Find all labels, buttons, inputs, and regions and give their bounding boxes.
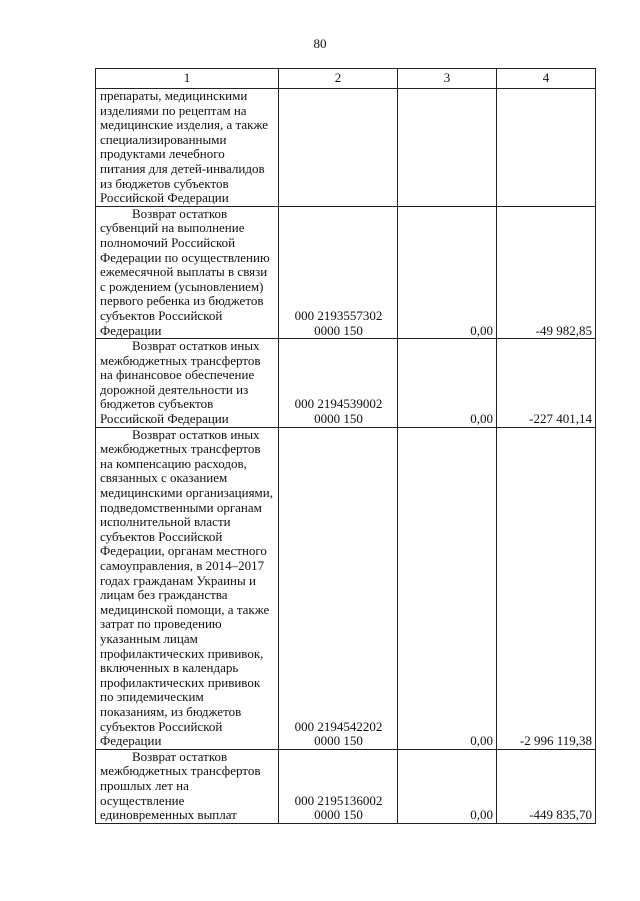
description-line: Возврат остатков иных	[132, 426, 260, 442]
row-col4-value: -2 996 119,38	[497, 427, 596, 749]
description-line: Федерации по осуществлению	[100, 249, 270, 265]
description-line: ежемесячной выплаты в связи	[100, 264, 268, 280]
row-description	[96, 749, 279, 823]
description-line: межбюджетных трансфертов	[100, 763, 261, 779]
description-line: из бюджетов субъектов	[100, 175, 229, 191]
row-col4-value: -449 835,70	[497, 749, 596, 823]
description-line: бюджетов субъектов	[100, 396, 214, 412]
description-line: на компенсацию расходов,	[100, 455, 247, 471]
description-line: межбюджетных трансфертов	[100, 352, 261, 368]
description-line: медицинскими организациями,	[100, 485, 273, 501]
budget-code-line: 000 2194539002	[294, 396, 383, 412]
description-line: годах гражданам Украины и	[100, 572, 256, 588]
table-body	[96, 89, 596, 824]
description-line: субъектов Российской	[100, 718, 223, 734]
description-line: самоуправления, в 2014–2017	[100, 558, 265, 573]
description-line: на финансовое обеспечение	[100, 367, 255, 383]
description-line: Федерации	[100, 322, 162, 338]
description-line: профилактических прививок	[100, 674, 261, 690]
header-col-1: 1	[96, 69, 279, 89]
description-line: медицинской помощи, а также	[100, 601, 270, 617]
description-line: Возврат остатков иных	[132, 338, 260, 354]
description-line: субъектов Российской	[100, 307, 223, 323]
description-line: Российской Федерации	[100, 190, 229, 206]
row-description	[96, 427, 279, 749]
description-line: изделиями по рецептам на	[100, 102, 247, 118]
budget-code-line: 000 2194542202	[294, 718, 383, 734]
row-col4-value	[497, 89, 596, 207]
description-line: профилактических прививок,	[100, 645, 264, 661]
row-col4-value: -227 401,14	[497, 339, 596, 428]
description-line: первого ребенка из бюджетов	[100, 293, 264, 309]
description-line: Российской Федерации	[100, 411, 229, 427]
row-col3-value: 0,00	[398, 339, 497, 428]
row-col4-value: -49 982,85	[497, 206, 596, 338]
description-line: медицинские изделия, а также	[100, 117, 269, 133]
description-line: полномочий Российской	[100, 234, 236, 250]
description-line: субвенций на выполнение	[100, 220, 245, 236]
row-description	[96, 206, 279, 338]
description-line: Возврат остатков	[132, 205, 228, 221]
description-line: с рождением (усыновлением)	[100, 278, 264, 294]
row-description	[96, 89, 279, 207]
table-header-row	[96, 69, 596, 89]
row-col3-value: 0,00	[398, 427, 497, 749]
budget-code-line: 000 2195136002	[294, 792, 383, 808]
budget-code-line: 0000 150	[314, 733, 363, 749]
description-line: исполнительной власти	[100, 514, 231, 530]
budget-code-line: 0000 150	[314, 411, 363, 427]
description-line: питания для детей-инвалидов	[100, 160, 265, 176]
description-line: специализированными	[100, 131, 227, 147]
table-row	[96, 749, 596, 823]
description-line: включенных в календарь	[100, 660, 239, 676]
table-row	[96, 206, 596, 338]
row-col3-value: 0,00	[398, 206, 497, 338]
description-line: субъектов Российской	[100, 528, 223, 544]
page-number: 80	[313, 36, 327, 51]
description-line: Возврат остатков	[132, 748, 228, 764]
header-col-2: 2	[279, 69, 398, 89]
row-budget-code	[279, 339, 398, 428]
description-line: межбюджетных трансфертов	[100, 441, 261, 457]
header-col-3: 3	[398, 69, 497, 89]
budget-code-line	[283, 191, 394, 206]
table-row	[96, 339, 596, 428]
row-col3-value: 0,00	[398, 749, 497, 823]
description-line: Федерации, органам местного	[100, 543, 267, 559]
description-line: по эпидемическим	[100, 689, 204, 705]
description-line: затрат по проведению	[100, 616, 222, 632]
table-row	[96, 89, 596, 207]
description-line: дорожной деятельности из	[100, 381, 249, 397]
description-line: продуктами лечебного	[100, 146, 225, 162]
budget-table	[95, 68, 596, 824]
description-line: осуществление	[100, 792, 185, 808]
budget-code-line	[283, 177, 394, 192]
row-budget-code	[279, 749, 398, 823]
row-budget-code	[279, 427, 398, 749]
description-line: препараты, медицинскими	[100, 88, 248, 103]
row-budget-code	[279, 206, 398, 338]
row-col3-value	[398, 89, 497, 207]
description-line: единовременных выплат	[100, 807, 237, 823]
header-col-4: 4	[497, 69, 596, 89]
budget-code-line: 000 2193557302	[294, 307, 383, 323]
description-line: Федерации	[100, 733, 162, 749]
row-description	[96, 339, 279, 428]
description-line: прошлых лет на	[100, 777, 189, 793]
budget-code-line: 0000 150	[314, 807, 363, 823]
budget-code-line: 0000 150	[314, 322, 363, 338]
row-budget-code	[279, 89, 398, 207]
table-row	[96, 427, 596, 749]
description-line: лицам без гражданства	[100, 587, 228, 603]
description-line: показаниям, из бюджетов	[100, 703, 242, 719]
description-line: связанных с оказанием	[100, 470, 228, 486]
description-line: подведомственными органам	[100, 499, 262, 515]
description-line: указанным лицам	[100, 630, 198, 646]
